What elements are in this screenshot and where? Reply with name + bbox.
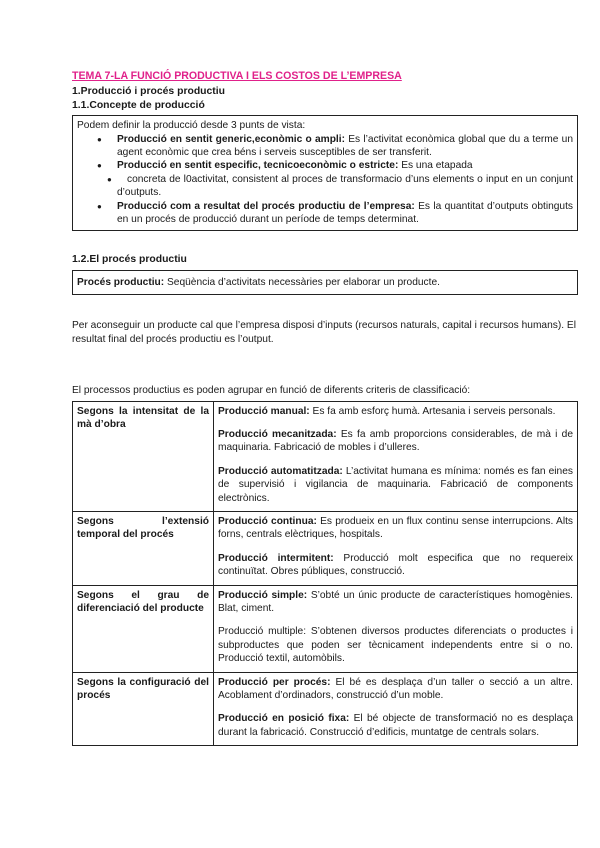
process-definition-term: Procés productiu: xyxy=(77,276,165,288)
concept-item-text: Es l’activitat econòmica global que du a terme un agent econòmic que crea béns i serveis susceptibles de ser transferit. xyxy=(117,133,574,159)
concept-item-text: Es una etapada xyxy=(398,160,473,172)
concept-item-term: Producció en sentit especific, tecnicoeconòmic o estricte: xyxy=(117,160,399,172)
production-type xyxy=(218,465,573,505)
production-type xyxy=(218,552,573,579)
production-type xyxy=(218,625,573,665)
criterion-cell: Segons l’extensió temporal del procés xyxy=(73,511,214,585)
description-cell xyxy=(214,401,578,511)
table-row xyxy=(73,511,578,585)
production-type-term: Producció mecanitzada: xyxy=(218,428,337,440)
production-type-text: Es fa amb proporcions considerables, de mà i de maquinaria. Fabricació de mobles i d’ulleres. xyxy=(218,428,573,454)
concept-intro: Podem definir la producció desde 3 punts de vista: xyxy=(77,120,306,132)
classification-intro: El processos productius es poden agrupar en funció de diferents criteris de classificació: xyxy=(72,385,471,397)
production-type xyxy=(218,428,573,455)
concept-item-term: Producció com a resultat del procés productiu de l’empresa: xyxy=(117,200,415,212)
section-1-heading: 1.Producció i procés productiu xyxy=(72,86,225,98)
production-type-term: Producció continua: xyxy=(218,515,317,527)
production-type-term: Producció intermitent: xyxy=(218,552,334,564)
production-type xyxy=(218,589,573,616)
production-type-term: Producció en posició fixa: xyxy=(218,713,350,725)
production-type xyxy=(218,712,573,739)
production-type-text: Es produeix en un flux continu sense interrupcions. Alts forns, centrals elèctriques, hospitals. xyxy=(218,515,574,541)
table-row xyxy=(73,585,578,672)
production-type xyxy=(218,676,573,703)
concept-list xyxy=(77,133,573,227)
process-definition-box xyxy=(72,270,578,295)
inputs-paragraph: Per aconseguir un producte cal que l’empresa disposi d’inputs (recursos naturals, capital i recursos humans). El resultat final del procés productiu es l’output. xyxy=(72,320,576,345)
section-1-1-heading: 1.1.Concepte de producció xyxy=(72,99,205,111)
process-definition-text: Seqüència d’activitats necessàries per elaborar un producte. xyxy=(164,276,440,288)
production-type-term: Producció simple: xyxy=(218,589,308,601)
production-type-text: Producció multiple: S’obtenen diversos productes diferenciats o productes i subproductes que poden ser tècnicament independents entre si o no. Producció textil, automòbils. xyxy=(218,626,573,665)
production-type-text: S’obté un únic producte de característiques homogènies. Blat, ciment. xyxy=(218,589,573,614)
production-type-term: Producció manual: xyxy=(218,405,310,417)
production-type xyxy=(218,405,573,418)
concept-item-text: Es la quantitat d’outputs obtinguts en un procés de producció durant un període de temps determinat. xyxy=(117,200,573,226)
table-row xyxy=(73,401,578,511)
concept-item xyxy=(117,200,573,227)
production-type-text: L’activitat humana es mínima: només es fan eines de supervisió i vigilancia de maquinaria. Fabricació de components electrònics. xyxy=(218,465,573,504)
production-type-text: El bé objecte de transformació no es desplaça durant la fabricació. Construcció d’edificis, muntatge de centrals solars. xyxy=(218,713,573,738)
document-title: TEMA 7-LA FUNCIÓ PRODUCTIVA I ELS COSTOS DE L’EMPRESA xyxy=(72,70,402,82)
production-type-text: Producció molt especifica que no requereix continuïtat. Obres públiques, construcció. xyxy=(218,552,573,578)
production-type-term: Producció per procés: xyxy=(218,676,331,688)
production-type-term: Producció automatitzada: xyxy=(218,465,343,477)
concept-item-term: Producció en sentit generic,econòmic o ampli: xyxy=(117,133,345,145)
criterion-cell: Segons la intensitat de la mà d’obra xyxy=(73,401,214,511)
production-type-text: Es fa amb esforç humà. Artesania i serveis personals. xyxy=(309,405,556,417)
section-1-2-heading: 1.2.El procés productiu xyxy=(72,254,187,266)
classification-table xyxy=(72,401,578,747)
description-cell xyxy=(214,511,578,585)
criterion-cell: Segons la configuració del procés xyxy=(73,672,214,746)
concept-item-text: concreta de l0activitat, consistent al proces de transformacio d’uns elements o input en un conjunt d’outputs. xyxy=(117,173,573,199)
concept-item xyxy=(117,133,573,160)
document-page xyxy=(72,70,578,746)
description-cell xyxy=(214,672,578,746)
table-row xyxy=(73,672,578,746)
concept-item xyxy=(117,159,573,172)
production-type xyxy=(218,515,573,542)
concept-box xyxy=(72,115,578,231)
description-cell xyxy=(214,585,578,672)
concept-item xyxy=(117,173,573,200)
criterion-cell: Segons el grau de diferenciació del producte xyxy=(73,585,214,672)
production-type-text: El bé es desplaça d’un taller o secció a un altre. Acoblament d’ordinadors, construcció d’un moble. xyxy=(218,676,573,701)
